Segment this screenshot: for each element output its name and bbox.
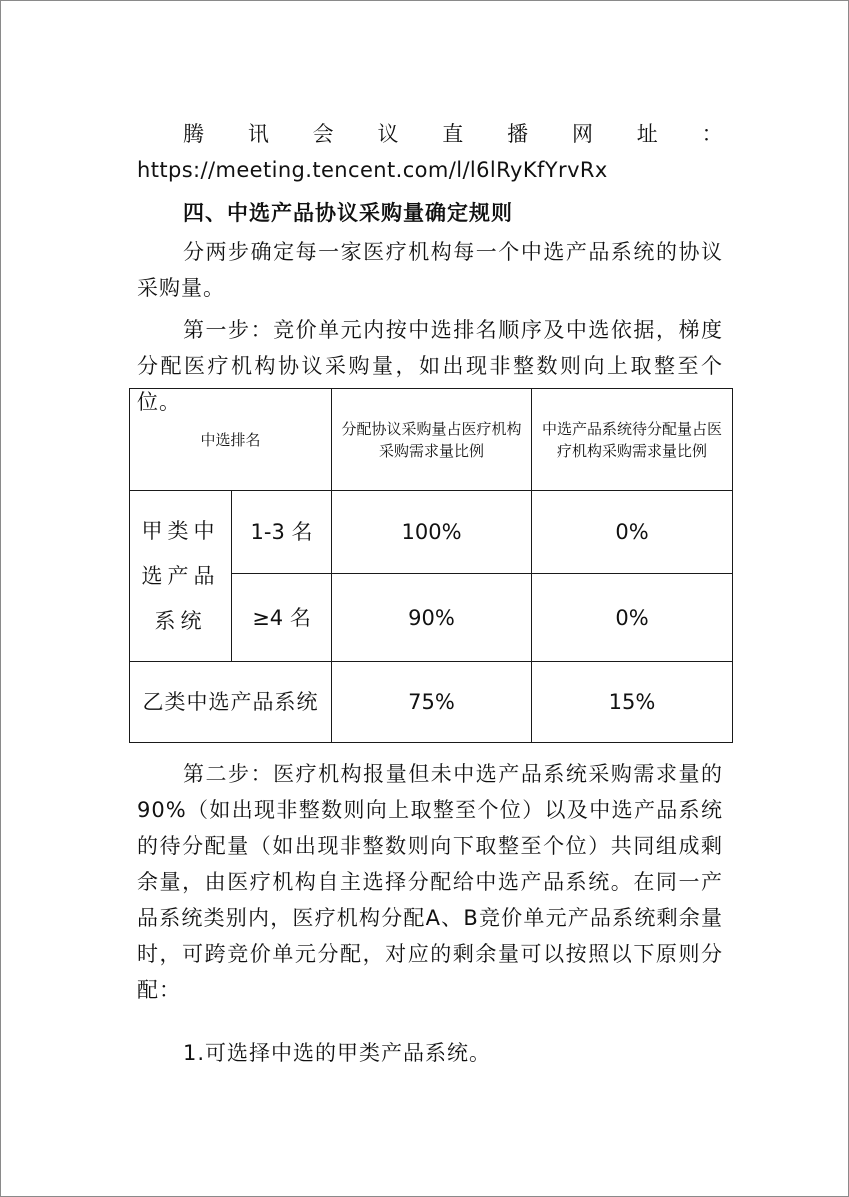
pending-cell: 0% xyxy=(532,574,733,662)
header-rank: 中选排名 xyxy=(130,389,332,491)
intro-paragraph: 分两步确定每一家医疗机构每一个中选产品系统的协议采购量。 xyxy=(137,240,723,300)
meeting-link-paragraph: 腾讯会议直播网址：https://meeting.tencent.com/l/l6lRyKfYrvRx xyxy=(137,122,723,182)
allocated-cell: 100% xyxy=(332,491,532,574)
rank-cell: ≥4 名 xyxy=(232,574,332,662)
pending-cell: 15% xyxy=(532,662,733,743)
table-row xyxy=(130,662,733,743)
category-b-cell: 乙类中选产品系统 xyxy=(130,662,332,743)
item-one-paragraph: 1.可选择中选的甲类产品系统。 xyxy=(183,1041,492,1065)
category-a-cell: 甲类中选产品系统 xyxy=(130,491,232,662)
allocation-table xyxy=(129,388,733,743)
section-heading: 四、中选产品协议采购量确定规则 xyxy=(183,201,513,225)
allocated-cell: 90% xyxy=(332,574,532,662)
step-two-paragraph: 第二步：医疗机构报量但未中选产品系统采购需求量的90%（如出现非整数则向上取整至个位）以及中选产品系统的待分配量（如出现非整数则向下取整至个位）共同组成剩余量，由医疗机构自主选择分配给中选产品系统。在同一产品系统类别内，医疗机构分配A、B竞价单元产品系统剩余量时，可跨竞价单元分配，对应的剩余量可以按照以下原则分配： xyxy=(137,762,723,1002)
header-allocated-ratio: 分配协议采购量占医疗机构采购需求量比例 xyxy=(332,389,532,491)
allocated-cell: 75% xyxy=(332,662,532,743)
table-row xyxy=(130,491,733,574)
table-header-row xyxy=(130,389,733,491)
step-one-paragraph: 第一步：竞价单元内按中选排名顺序及中选依据，梯度分配医疗机构协议采购量，如出现非整数则向上取整至个位。 xyxy=(137,318,723,414)
rank-cell: 1-3 名 xyxy=(232,491,332,574)
header-pending-ratio: 中选产品系统待分配量占医疗机构采购需求量比例 xyxy=(532,389,733,491)
pending-cell: 0% xyxy=(532,491,733,574)
